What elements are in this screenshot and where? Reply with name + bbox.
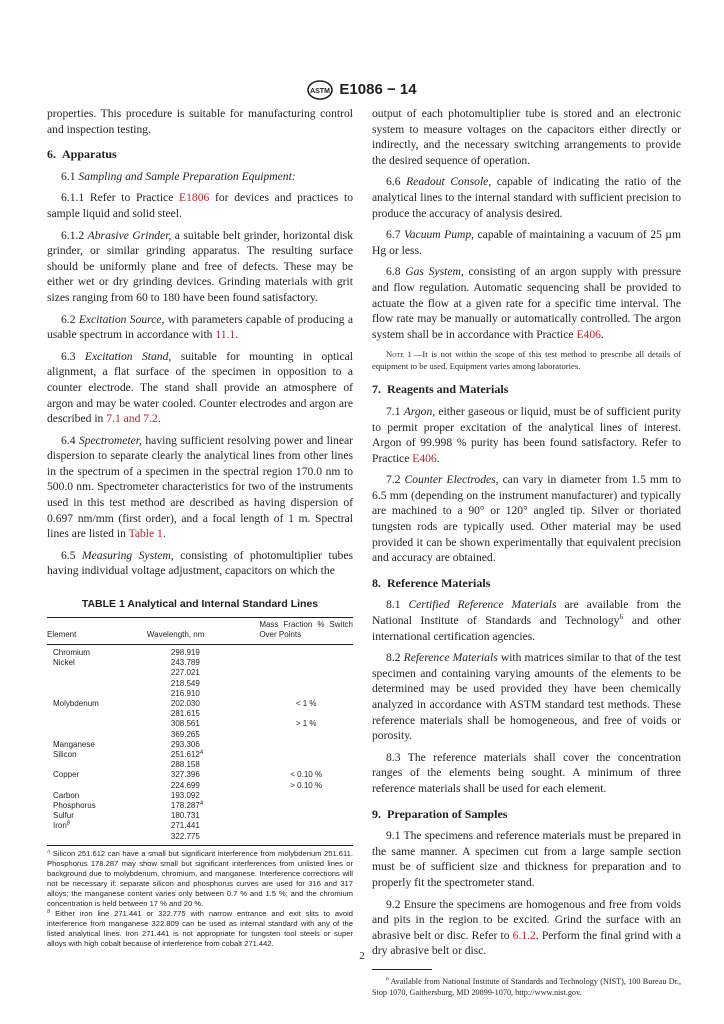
cell-element: Copper (53, 770, 80, 780)
table-row (47, 645, 353, 659)
cell-element: Manganese (53, 739, 95, 749)
section-6-heading: 6. Apparatus (47, 147, 117, 162)
cell-wavelength: 293.306 (170, 739, 200, 749)
cell-wavelength: 322.775 (147, 832, 259, 846)
cell-wavelength: 193.092 (170, 790, 200, 800)
table-row (47, 719, 353, 729)
table-row (47, 730, 353, 740)
table-row (47, 679, 353, 689)
note-1: Note 1 —It is not within the scope of this test method to prescribe all details of equipment to be used. Equipment varies among laboratories. (372, 349, 681, 372)
table-row (47, 760, 353, 770)
cell-wavelength: 227.021 (170, 668, 200, 678)
table-row (47, 821, 353, 831)
cell-mass-fraction (259, 821, 353, 831)
cell-wavelength: 308.561 (170, 719, 200, 729)
table-row (47, 709, 353, 719)
cell-mass-fraction: > 0.10 % (290, 780, 323, 790)
table-row (47, 750, 353, 760)
table-row (47, 668, 353, 678)
link-e406-2[interactable]: E406 (412, 451, 437, 465)
paragraph-6-2: 6.2 Excitation Source, with parameters capable of producing a usable spectrum in accordance with 11.1. (47, 312, 353, 342)
left-column (47, 106, 353, 949)
footnote-divider (372, 969, 432, 970)
footnote-6: $^6$ Available from National Institute of Standards and Technology (NIST), 100 Bureau Dr., Stop 1070, Gaithersburg, MD 20899-1070, http://www.nist.gov. (372, 976, 681, 997)
paragraph-7-2: 7.2 Counter Electrodes, can vary in diameter from 1.5 mm to 6.5 mm (depending on the instrument manufacturer) and typically are machined to a 90° or 120° angled tip. Silver or thoriated tungsten rods are typically used. Other material may be used provided it can be shown experimentally that equivalent precision and accuracy are obtained. (372, 473, 681, 565)
cell-wavelength: 288.158 (170, 760, 200, 770)
cell-element: Silicon (53, 750, 77, 760)
cell-mass-fraction: < 1 % (295, 699, 317, 709)
cell-mass-fraction (259, 750, 353, 760)
cell-wavelength: 218.549 (170, 678, 200, 688)
right-column (372, 106, 681, 1004)
cell-mass-fraction (259, 668, 353, 678)
column-header-wavelength: Wavelength, nm (147, 617, 259, 644)
cell-mass-fraction: > 1 % (295, 719, 317, 729)
page-header (0, 80, 724, 100)
table-row (47, 811, 353, 821)
column-header-element: Element (47, 617, 147, 644)
cell-element: Phosphorus (53, 801, 96, 811)
cell-wavelength: 369.265 (170, 729, 200, 739)
cell-element (47, 781, 147, 791)
paragraph-6-1: 6.1 Sampling and Sample Preparation Equipment: (61, 169, 296, 183)
table-row (47, 801, 353, 811)
table-footnote-b: $^B$ Either iron line 271.441 or 322.775 with narrow entrance and exit slits to avoid interference from manganese 322.809 can be used as internal standard with any of the listed analytical lines. Iron 271.441 is not appropriate for tungsten tool steels or super alloys with high cobalt because of interference from cobalt 271.442. (47, 908, 353, 948)
cell-element: Chromium (53, 648, 90, 658)
cell-element (47, 730, 147, 740)
cell-mass-fraction (259, 811, 353, 821)
cell-wavelength: 243.789 (170, 658, 200, 668)
svg-text:ASTM: ASTM (310, 88, 331, 95)
link-table-1[interactable]: Table 1 (128, 527, 163, 541)
paragraph-6-1-2: 6.1.2 Abrasive Grinder, a suitable belt grinder, horizontal disk grinder, or similar grinding apparatus. The resulting surface should be uniformly plane and free of defects. These may be either wet or dry grinding devices. Grinding materials with grit sizes ranging from 60 to 180 have been found satisfactory. (47, 228, 353, 304)
cell-element: Iron$^B$ (53, 820, 71, 831)
paragraph-6-3: 6.3 Excitation Stand, suitable for mounting in optical alignment, a flat surface of the specimen in opposition to a counter electrode. The stand shall provide an atmosphere of argon and may be water cooled. Counter electrodes and argon are described in 7.1 and 7.2. (47, 349, 354, 426)
cell-mass-fraction (259, 709, 353, 719)
cell-wavelength: 180.731 (170, 811, 200, 821)
link-e406[interactable]: E406 (576, 327, 601, 341)
paragraph-6-1-1: 6.1.1 Refer to Practice E1806 for devices and practices to sample liquid and solid steel. (47, 191, 353, 220)
paragraph-8-1: 8.1 Certified Reference Materials are available from the National Institute of Standards and Technology$^6$ and other international certification agencies. (372, 598, 682, 643)
cell-element: Molybdenum (53, 699, 99, 709)
link-e1806[interactable]: E1806 (179, 191, 210, 205)
cell-mass-fraction (259, 645, 353, 659)
astm-logo-icon (307, 80, 333, 100)
cell-element: Carbon (53, 790, 80, 800)
section-7-heading: 7. Reagents and Materials (372, 382, 509, 397)
paragraph-6-7: 6.7 Vacuum Pump, capable of maintaining a vacuum of 25 µm Hg or less. (372, 228, 681, 257)
designation: E1086 − 14 (339, 80, 417, 98)
paragraph-6-5-continued: output of each photomultiplier tube is stored and an electronic system to measure voltages on the capacitors either directly or indirectly, and the necessary switching arrangements to provide the desired sequence of operation. (372, 107, 681, 167)
paragraph-9-2: 9.2 Ensure the specimens are homogenous and free from voids and pits in the region to be excited. Grind the surface with an abrasive belt or disc. Refer to 6.1.2. Perform the final grind with a dry abrasive belt or disc. (372, 897, 681, 958)
paragraph-9-1: 9.1 The specimens and reference materials must be prepared in the same manner. A specimen cut from a large sample section must be of sufficient size and thickness for preparation and to properly fit the spectrometer stand. (372, 829, 681, 889)
cell-element (47, 679, 147, 689)
cell-wavelength: $251.612^A$ (170, 749, 204, 760)
cell-element: Sulfur (53, 811, 74, 821)
link-11-1[interactable]: 11.1 (215, 328, 236, 342)
paragraph-6-8: 6.8 Gas System, consisting of an argon supply with pressure and flow regulation. Automatic sequencing shall be provided to actuate the flow at a given rate for a specific time interval. The flow rate may be manually or automatically controlled. The argon system shall be in accordance with Practice E406. (372, 265, 681, 341)
link-7-1-7-2[interactable]: 7.1 and 7.2 (106, 412, 158, 426)
cell-mass-fraction (259, 679, 353, 689)
cell-element (47, 668, 147, 678)
cell-element: Nickel (53, 658, 75, 668)
cell-mass-fraction (259, 801, 353, 811)
section-8-heading: 8. Reference Materials (372, 575, 491, 590)
column-header-mass-fraction: Mass Fraction % Switch Over Points (259, 617, 353, 644)
cell-wavelength: 327.396 (170, 770, 200, 780)
page-number: 2 (359, 950, 365, 962)
table-row (47, 658, 353, 668)
cell-element (47, 689, 147, 699)
cell-wavelength: 224.699 (170, 780, 200, 790)
cell-mass-fraction (259, 760, 353, 770)
table-1-footnotes (47, 849, 353, 949)
paragraph-7-1: 7.1 Argon, either gaseous or liquid, must be of sufficient purity to permit proper excitation of the analytical lines of interest. Argon of 99.998 % purity has been found satisfactory. Refer to Practice E406. (372, 404, 681, 465)
cell-element (47, 832, 147, 846)
cell-mass-fraction (259, 740, 353, 750)
cell-mass-fraction (259, 689, 353, 699)
cell-wavelength: $178.287^A$ (170, 800, 204, 811)
paragraph-intro: properties. This procedure is suitable for manufacturing control and inspection testing. (47, 107, 353, 136)
cell-element (47, 719, 147, 729)
table-footnote-a: $^A$ Silicon 251.612 can have a small but significant interference from molybdenum 251.611. Phosphorus 178.287 may show small but significant interferences from unlisted lines or background due to molybdenum, chromium, and manganese. Interference corrections will not be necessary if: separate silicon and phosphorus curves are used for 316 and 317 alloys; the manganese content varies only between 0.7 % and 1.5 %; and the chromium concentration is held between 17 % and 20 %. (47, 848, 353, 908)
table-row (47, 699, 353, 709)
table-row (47, 781, 353, 791)
table-row (47, 770, 353, 780)
cell-wavelength: 271.441 (170, 821, 200, 831)
cell-mass-fraction (259, 791, 353, 801)
paragraph-8-2: 8.2 Reference Materials with matrices similar to that of the test specimen and containing varying amounts of the elements to be determined may be used provided they have been chemically analyzed in accordance with ASTM standard test methods. These reference materials shall be homogeneous, and free of voids or porosity. (372, 651, 681, 743)
section-9-heading: 9. Preparation of Samples (372, 806, 508, 821)
paragraph-6-4: 6.4 Spectrometer, having sufficient resolving power and linear dispersion to separate clearly the analytical lines from other lines in the spectrum of a specimen in the spectral region 170.0 nm to 500.0 nm. Spectrometer characteristics for two of the instruments used in this test method are described as having dispersion of 0.697 nm/mm (first order), and a focal length of 1 m. Spectral lines are listed in Table 1. (47, 433, 353, 541)
cell-element (47, 709, 147, 719)
table-row (47, 832, 353, 846)
cell-wavelength: 298.919 (170, 648, 200, 658)
paragraph-6-5: 6.5 Measuring System, consisting of photomultiplier tubes having individual voltage adjustment, capacitors on which the (47, 548, 353, 578)
table-1 (47, 617, 353, 846)
cell-wavelength: 281.615 (170, 709, 200, 719)
paragraph-8-3: 8.3 The reference materials shall cover the concentration ranges of the elements being sought. A minimum of three reference materials shall be used for each element. (372, 750, 681, 795)
cell-element (47, 760, 147, 770)
cell-mass-fraction (259, 730, 353, 740)
cell-mass-fraction (259, 832, 353, 846)
cell-wavelength: 202.030 (170, 699, 200, 709)
table-row (47, 689, 353, 699)
link-6-1-2[interactable]: 6.1.2 (512, 928, 536, 942)
paragraph-6-6: 6.6 Readout Console, capable of indicating the ratio of the analytical lines to the internal standard with sufficient precision to produce the accuracy of analysis desired. (372, 175, 682, 220)
table-1-title: TABLE 1 Analytical and Internal Standard Lines (81, 598, 319, 611)
cell-wavelength: 216.910 (170, 688, 200, 698)
cell-mass-fraction: < 0.10 % (290, 770, 323, 780)
cell-mass-fraction (259, 658, 353, 668)
